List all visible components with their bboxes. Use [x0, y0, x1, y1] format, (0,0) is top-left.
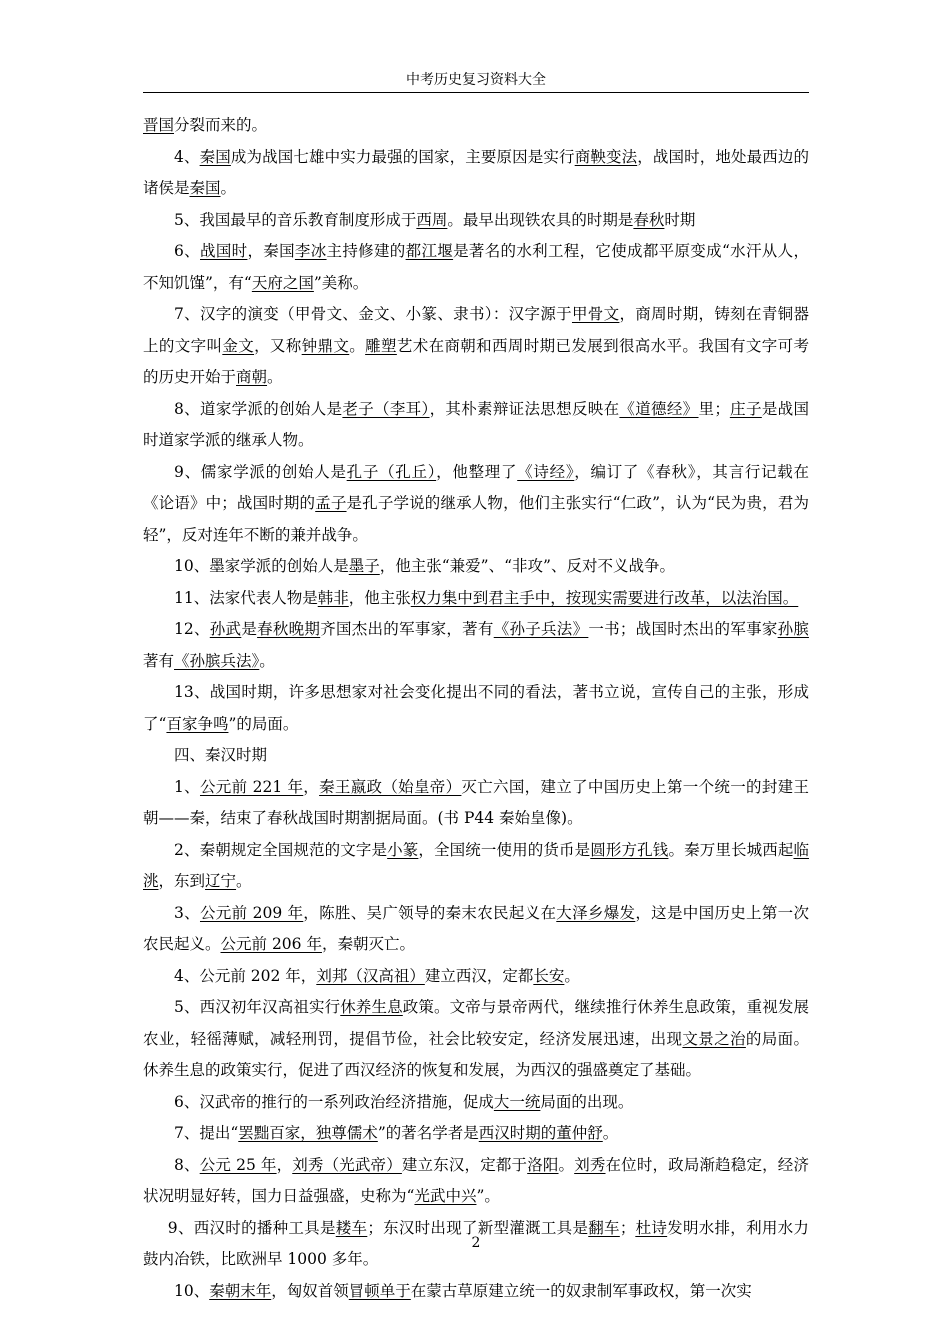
underlined-term: 庄子	[729, 399, 762, 418]
text-segment: 。	[564, 966, 580, 985]
paragraph	[143, 1087, 809, 1119]
paragraph	[143, 677, 809, 740]
text-segment: 10、墨家学派的创始人是	[174, 557, 349, 575]
text-segment: 四、秦汉时期	[174, 746, 268, 764]
underlined-term: 孟子	[315, 494, 347, 512]
underlined-term: 休养生息	[340, 998, 403, 1016]
text-segment: 7、提出“	[174, 1124, 239, 1142]
text-segment: ，秦朝灭亡。	[321, 935, 415, 953]
text-segment: ”的著名学者是	[377, 1124, 479, 1142]
paragraph	[143, 1276, 809, 1308]
underlined-term: 大泽乡爆发	[556, 903, 636, 922]
underlined-term: 都江堰	[405, 242, 454, 260]
text-segment: 一书；战国时杰出的军事家	[588, 620, 778, 638]
text-segment: 著有	[143, 651, 175, 670]
text-segment: 8、	[174, 1155, 200, 1174]
text-segment: 的局面。休养生息的政策实行，促进了西汉经济的恢复和发展，为西汉的强盛奠定了基础。	[143, 1029, 809, 1079]
text-segment: ，又称	[254, 336, 302, 355]
underlined-term: 老子（李耳）	[342, 399, 430, 418]
underlined-term: 小篆	[387, 840, 419, 859]
text-segment: 。	[259, 651, 275, 670]
underlined-term: 翻车	[588, 1218, 620, 1237]
underlined-term: 公元前 206 年	[220, 935, 322, 953]
text-segment: ；东汉时出现了新型灌溉工具是	[367, 1218, 589, 1237]
underlined-term: 春秋	[633, 210, 665, 229]
underlined-term: 孔子（孔丘）	[346, 462, 437, 481]
paragraph	[143, 772, 809, 835]
text-segment: ，他整理了	[436, 462, 518, 481]
underlined-term: 墨子	[348, 557, 380, 575]
page-number: 2	[471, 1235, 481, 1251]
underlined-term: 西周	[416, 210, 448, 229]
underlined-term: 秦朝末年	[209, 1281, 272, 1300]
underlined-term: 秦国	[199, 147, 231, 166]
underlined-term: 长安	[533, 966, 565, 985]
text-segment: 7、汉字的演变（甲骨文、金文、小篆、隶书）：汉字源于	[174, 305, 572, 323]
text-segment: 灭亡六国，建立了中国历史上第一个统一的封建王朝——秦，结束了春秋战国时期割据局面。(书 P44 秦始皇像)。	[143, 777, 809, 827]
text-segment: 1、	[174, 777, 200, 796]
text-segment: 局面的出现。	[540, 1092, 634, 1111]
text-segment: ，这是中国历史上第一次农民起义。	[143, 903, 809, 953]
text-segment: ”的局面。	[228, 714, 299, 733]
underlined-term: 刘邦（汉高祖）	[316, 966, 425, 985]
underlined-term: 公元前 221 年	[199, 777, 304, 796]
underlined-term: 耧车	[335, 1218, 368, 1237]
underlined-term: 公元前 209 年	[199, 903, 304, 922]
underlined-term: 《孙膑兵法》	[174, 651, 260, 670]
text-segment: ；	[619, 1218, 636, 1237]
underlined-term: 《孙子兵法》	[493, 620, 589, 638]
underlined-term: 百家争鸣	[166, 714, 229, 733]
underlined-term: 甲骨文	[571, 305, 620, 323]
underlined-term: 雕塑	[365, 336, 397, 355]
text-segment: 主持修建的	[326, 242, 406, 260]
text-segment: ，秦国	[247, 242, 295, 260]
paragraph	[143, 394, 809, 457]
paragraph	[143, 1118, 809, 1150]
text-segment: ”。	[476, 1187, 500, 1205]
underlined-term: 辽宁	[205, 872, 237, 890]
text-segment: 8、道家学派的创始人是	[174, 399, 343, 418]
underlined-term: 战国时	[200, 242, 248, 260]
text-segment: 6、	[174, 242, 200, 260]
text-segment: 是战国时道家学派的继承人物。	[143, 399, 809, 449]
text-segment: 在蒙古草原建立统一的奴隶制军事政权，第一次实	[410, 1281, 752, 1300]
text-segment: 是孔子学说的继承人物，他们主张实行“仁政”，认为“民为贵，君为轻”，反对连年不断的兼并战争。	[143, 494, 809, 544]
text-segment: 。	[558, 1155, 575, 1174]
underlined-term: 光武中兴	[414, 1187, 477, 1205]
text-segment: 。	[602, 1124, 619, 1142]
text-segment: 里；	[698, 399, 730, 418]
text-segment: ，他主张	[348, 588, 411, 607]
text-segment: ，	[303, 777, 320, 796]
underlined-term: 西汉时期的董仲舒	[478, 1124, 603, 1142]
text-segment: 5、我国最早的音乐教育制度形成于	[174, 210, 417, 229]
text-segment: ，编订了《春秋》，其言行记载在《论语》中；战国时期的	[143, 462, 809, 512]
underlined-term: 罢黜百家，独尊儒术	[238, 1124, 378, 1142]
text-segment: 10、	[174, 1281, 210, 1300]
text-segment: 发明水排，利用水力鼓内冶铁，比欧洲早 1000 多年。	[143, 1218, 809, 1268]
underlined-term: 李冰	[294, 242, 327, 260]
text-segment: 是	[241, 620, 258, 638]
paragraph	[143, 299, 809, 394]
text-segment: 分裂而来的。	[174, 116, 268, 134]
text-segment: 11、法家代表人物是	[174, 588, 318, 607]
text-segment: 。	[220, 179, 237, 197]
paragraph	[143, 614, 809, 677]
underlined-term: 晋国	[143, 116, 175, 134]
paragraph	[143, 835, 809, 898]
underlined-term: 刘秀（光武帝）	[292, 1155, 402, 1174]
paragraph	[143, 551, 809, 583]
page-header	[143, 72, 809, 93]
paragraph	[143, 992, 809, 1087]
text-segment: 13、战国时期，许多思想家对社会变化提出不同的看法，著书立说，宣传自己的主张，形成了“	[143, 683, 809, 733]
paragraph	[143, 961, 809, 993]
paragraph	[143, 740, 809, 772]
text-segment: ，	[276, 1155, 293, 1174]
text-segment: 。	[349, 336, 366, 355]
text-segment: 5、西汉初年汉高祖实行	[174, 998, 341, 1016]
text-segment: ，匈奴首领	[271, 1281, 349, 1300]
text-segment: 12、	[174, 620, 210, 638]
underlined-term: 孙武	[209, 620, 242, 638]
text-segment: 是著名的水利工程，它使成都平原变成“水汗从人，不知饥馑”，有“	[143, 242, 809, 292]
underlined-term: 天府之国	[251, 273, 314, 292]
text-segment: ，东到	[158, 872, 206, 890]
text-segment: 政策。文帝与景帝两代，继续推行休养生息政策，重视发展农业，轻徭薄赋，减轻刑罚，提倡节俭，社会比较安定，经济发展迅速，出现	[143, 998, 809, 1048]
paragraph	[143, 236, 809, 299]
text-segment: 成为战国七雄中实力最强的国家，主要原因是实行	[230, 147, 575, 166]
paragraph	[143, 205, 809, 237]
paragraph	[143, 898, 809, 961]
text-segment: 9、西汉时的播种工具是	[167, 1218, 336, 1237]
text-segment: 4、	[174, 147, 200, 166]
text-segment: 4、公元前 202 年，	[174, 966, 317, 985]
text-segment: ”美称。	[313, 273, 369, 292]
underlined-term: 文景之治	[682, 1029, 746, 1048]
text-segment: 3、	[174, 903, 200, 922]
underlined-term: 临洮	[143, 840, 809, 890]
underlined-term: 钟鼎文	[301, 336, 350, 355]
text-segment: 建立西汉，定都	[424, 966, 534, 985]
text-segment: 2、秦朝规定全国规范的文字是	[174, 840, 388, 859]
text-segment: 艺术在商朝和西周时期已发展到很高水平。我国有文字可考的历史开始于	[143, 336, 809, 386]
paragraph	[143, 583, 809, 615]
paragraph	[143, 457, 809, 552]
text-segment: ，战国时，地处最西边的诸侯是	[143, 147, 809, 197]
text-segment: ，全国统一使用的货币是	[418, 840, 591, 859]
text-segment: 6、汉武帝的推行的一系列政治经济措施，促成	[174, 1092, 494, 1111]
text-segment: 齐国杰出的军事家，著有	[320, 620, 494, 638]
underlined-term: 韩非	[317, 588, 349, 607]
text-segment: ，商周时期，铸刻在青铜器上的文字叫	[143, 305, 809, 355]
text-segment: 。	[267, 368, 283, 386]
text-segment: ，陈胜、吴广领导的秦末农民起义在	[303, 903, 557, 922]
header-title: 中考历史复习资料大全	[406, 72, 546, 88]
underlined-term: 公元 25 年	[199, 1155, 277, 1174]
underlined-term: 春秋晚期	[257, 620, 321, 638]
underlined-term: 冒顿单于	[348, 1281, 411, 1300]
underlined-term: 《诗经》	[517, 462, 575, 481]
underlined-term: 洛阳	[527, 1155, 559, 1174]
text-segment: 。最早出现铁农具的时期是	[447, 210, 634, 229]
underlined-term: 秦国	[189, 179, 221, 197]
text-segment: 。	[236, 872, 252, 890]
text-segment: 在位时，政局渐趋稳定，经济状况明显好转，国力日益强盛，史称为“	[143, 1155, 809, 1205]
paragraph	[143, 142, 809, 205]
underlined-term: 秦王嬴政（始皇帝）	[319, 777, 462, 796]
text-segment: 时期	[664, 210, 696, 229]
underlined-term: 杜诗	[635, 1218, 668, 1237]
underlined-term: 刘秀	[574, 1155, 606, 1174]
text-segment: ，其朴素辩证法思想反映在	[429, 399, 620, 418]
paragraph	[143, 1150, 809, 1213]
underlined-term: 《道德经》	[619, 399, 699, 418]
text-segment: 9、儒家学派的创始人是	[174, 462, 347, 481]
underlined-term: 孙膑	[777, 620, 809, 638]
underlined-term: 商鞅变法	[574, 147, 638, 166]
underlined-term: 大一统	[493, 1092, 541, 1111]
underlined-term: 权力集中到君主手中，按现实需要进行改革，以法治国。	[410, 588, 799, 607]
document-body	[143, 110, 809, 1307]
text-segment: 建立东汉，定都于	[401, 1155, 528, 1174]
underlined-term: 商朝	[236, 368, 268, 386]
paragraph	[143, 110, 809, 142]
underlined-term: 圆形方孔钱	[590, 840, 669, 859]
text-segment: ，他主张“兼爱”、“非攻”、反对不义战争。	[379, 557, 675, 575]
text-segment: 。秦万里长城西起	[668, 840, 794, 859]
underlined-term: 金文	[222, 336, 255, 355]
